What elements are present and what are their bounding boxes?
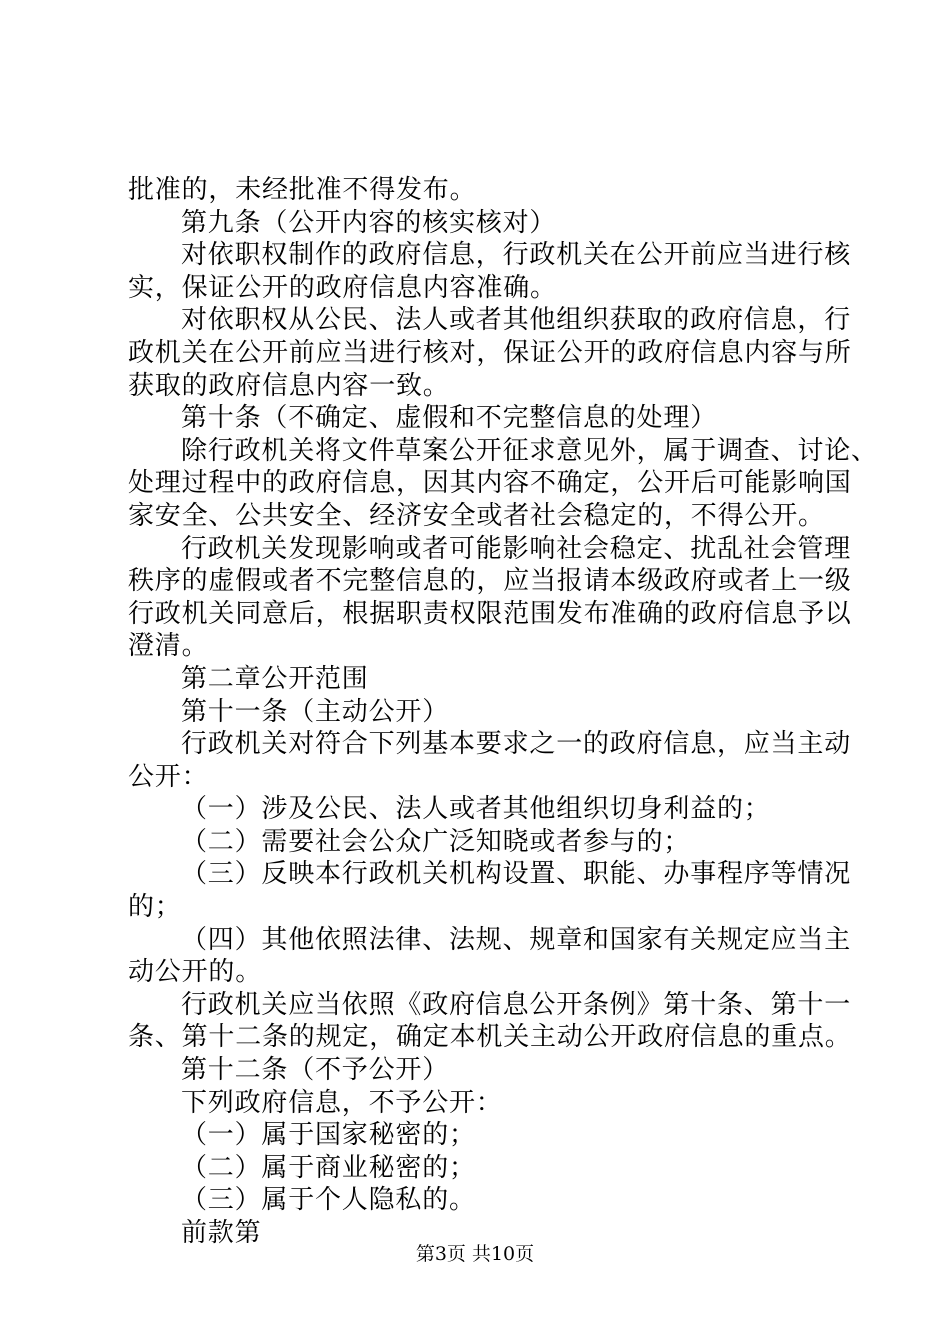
list-item: （一）属于国家秘密的；	[181, 1120, 476, 1151]
list-item: （三）反映本行政机关机构设置、职能、办事程序等情况	[181, 859, 852, 890]
list-item: （二）需要社会公众广泛知晓或者参与的；	[181, 826, 691, 857]
text-line: 处理过程中的政府信息，因其内容不确定，公开后可能影响国	[128, 468, 852, 499]
text-line: 实，保证公开的政府信息内容准确。	[128, 272, 557, 303]
text-line: 对依职权制作的政府信息，行政机关在公开前应当进行核	[181, 240, 852, 271]
text-line: 的；	[128, 892, 182, 923]
text-line: 动公开的。	[128, 957, 263, 988]
list-item: （一）涉及公民、法人或者其他组织切身利益的；	[181, 794, 771, 825]
text-line: 行政机关应当依照《政府信息公开条例》第十条、第十一	[181, 989, 852, 1020]
text-line: 行政机关对符合下列基本要求之一的政府信息，应当主动	[181, 729, 852, 760]
article-heading: 第十一条（主动公开）	[181, 696, 450, 727]
text-line: 批准的，未经批准不得发布。	[128, 175, 477, 205]
text-line: 行政机关同意后，根据职责权限范围发布准确的政府信息予以	[128, 598, 852, 629]
page-number-footer: 第3页 共10页	[415, 1243, 535, 1265]
text-line: 公开：	[128, 761, 209, 792]
text-line: 下列政府信息，不予公开：	[181, 1087, 503, 1118]
text-line: 对依职权从公民、法人或者其他组织获取的政府信息，行	[181, 305, 852, 336]
text-line: 秩序的虚假或者不完整信息的，应当报请本级政府或者上一级	[128, 566, 852, 597]
text-line: 前款第	[181, 1218, 262, 1248]
list-item: （二）属于商业秘密的；	[181, 1152, 476, 1183]
document-body	[128, 174, 878, 1250]
text-line: 澄清。	[128, 631, 209, 662]
text-line: 获取的政府信息内容一致。	[128, 370, 450, 401]
text-line: 条、第十二条的规定，确定本机关主动公开政府信息的重点。	[128, 1022, 852, 1053]
text-line: 除行政机关将文件草案公开征求意见外，属于调查、讨论、	[181, 435, 878, 466]
text-line: 家安全、公共安全、经济安全或者社会稳定的，不得公开。	[128, 500, 825, 531]
list-item: （三）属于个人隐私的。	[181, 1185, 476, 1216]
article-heading: 第九条（公开内容的核实核对）	[181, 207, 557, 238]
list-item: （四）其他依照法律、法规、规章和国家有关规定应当主	[181, 924, 852, 955]
text-line: 政机关在公开前应当进行核对，保证公开的政府信息内容与所	[128, 337, 852, 368]
article-heading: 第十二条（不予公开）	[181, 1055, 450, 1086]
article-heading: 第十条（不确定、虚假和不完整信息的处理）	[181, 403, 718, 434]
chapter-heading: 第二章公开范围	[181, 663, 369, 694]
text-line: 行政机关发现影响或者可能影响社会稳定、扰乱社会管理	[181, 533, 852, 564]
